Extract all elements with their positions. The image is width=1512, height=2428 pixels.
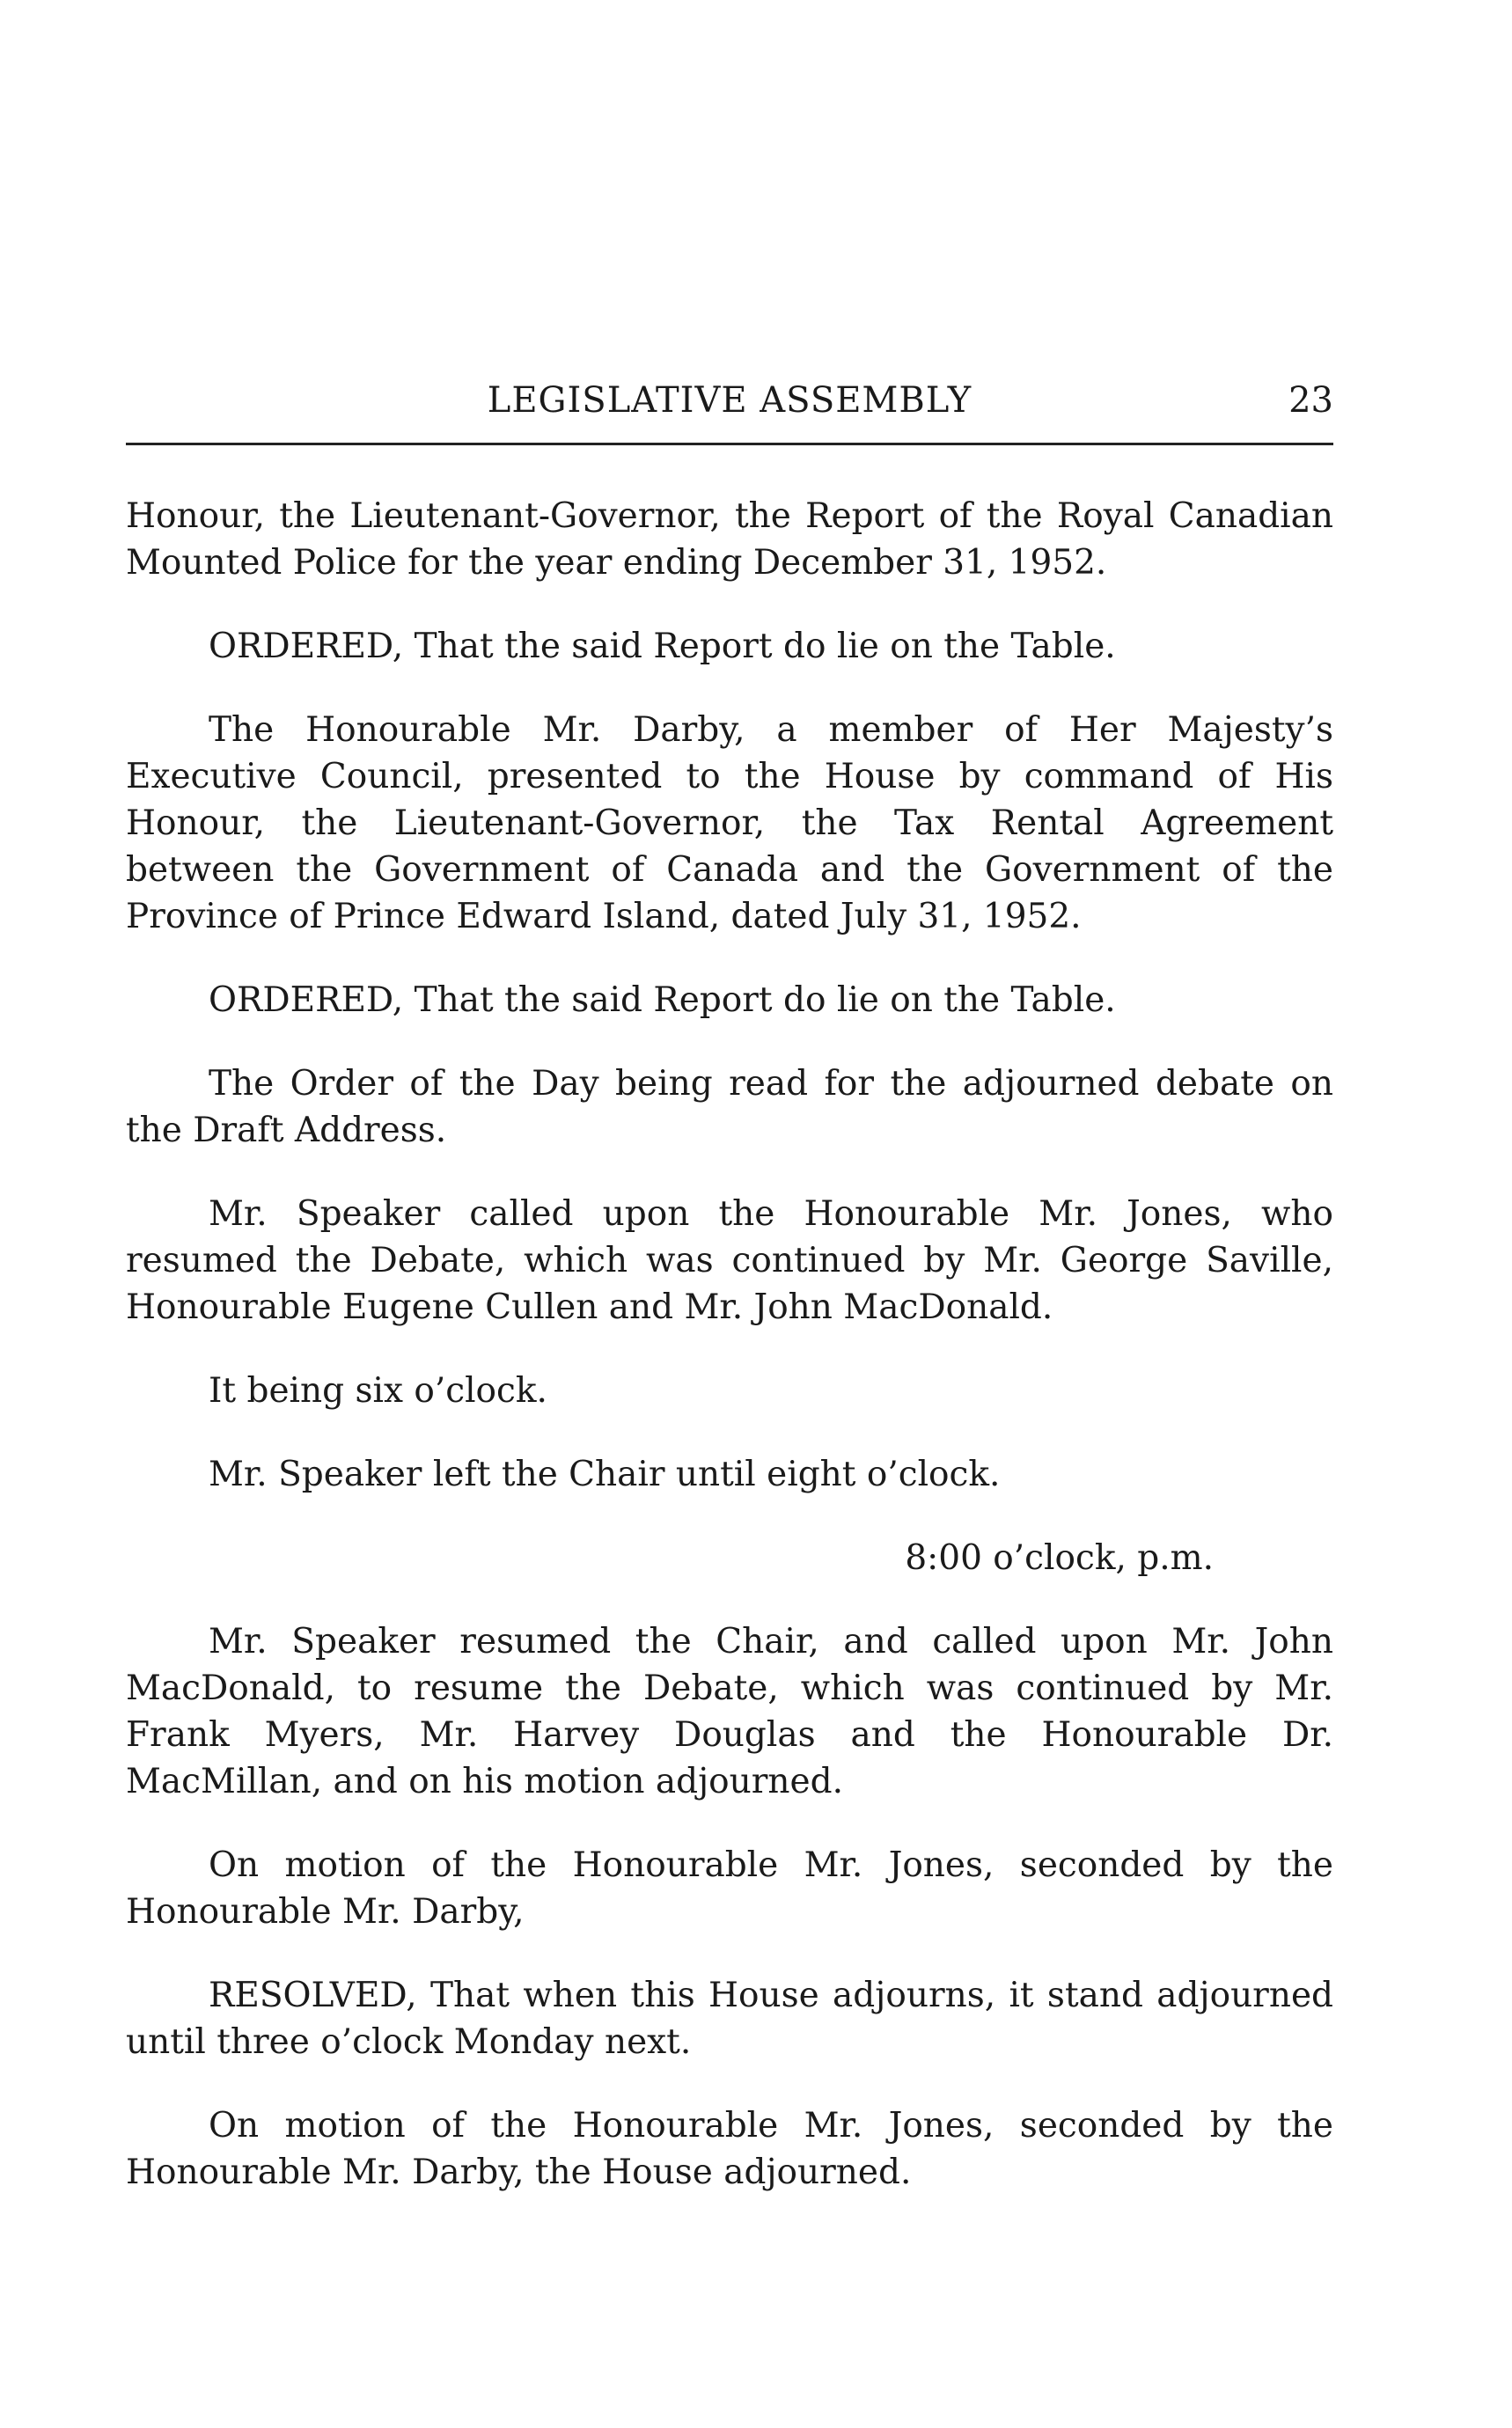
paragraph-motion: On motion of the Honourable Mr. Jones, seconded by the Honourable Mr. Darby, [126, 1845, 1333, 1932]
body-text [126, 493, 1333, 2196]
paragraph-ordered: ORDERED, That the said Report do lie on the Table. [209, 980, 1116, 1020]
paragraph-debate: Mr. Speaker called upon the Honourable Mr. Jones, who resumed the Debate, which was continued by Mr. George Saville, Honourable Eugene Cullen and Mr. John MacDonald. [126, 1194, 1333, 1327]
header-title: LEGISLATIVE ASSEMBLY [487, 380, 973, 421]
paragraph-order-of-day: The Order of the Day being read for the adjourned debate on the Draft Address. [126, 1064, 1333, 1150]
time-stamp: 8:00 o’clock, p.m. [905, 1538, 1214, 1578]
paragraph-tax-rental: The Honourable Mr. Darby, a member of Her Majesty’s Executive Council, presented to the House by command of His Honour, the Lieutenant-Governor, the Tax Rental Agreement between the Government of Canada and the Government of the Province of Prince Edward Island, dated July 31, 1952. [126, 710, 1333, 936]
paragraph-adjourned: On motion of the Honourable Mr. Jones, seconded by the Honourable Mr. Darby, the House adjourned. [126, 2106, 1333, 2192]
paragraph-continuation: Honour, the Lieutenant-Governor, the Report of the Royal Canadian Mounted Police for the year ending December 31, 1952. [126, 496, 1333, 583]
header-rule [126, 443, 1333, 445]
running-header [126, 373, 1333, 428]
paragraph-ordered: ORDERED, That the said Report do lie on the Table. [209, 627, 1116, 666]
paragraph-six-oclock: It being six o’clock. [209, 1371, 547, 1411]
paragraph-debate-resumed: Mr. Speaker resumed the Chair, and called upon Mr. John MacDonald, to resume the Debate, which was continued by Mr. Frank Myers, Mr. Harvey Douglas and the Honourable Dr. MacMillan, and on his motion adjourned. [126, 1622, 1333, 1801]
paragraph-speaker-left: Mr. Speaker left the Chair until eight o’clock. [209, 1455, 1001, 1494]
paragraph-resolved: RESOLVED, That when this House adjourns, it stand adjourned until three o’clock Monday next. [126, 1976, 1333, 2062]
page-number: 23 [1288, 380, 1333, 421]
